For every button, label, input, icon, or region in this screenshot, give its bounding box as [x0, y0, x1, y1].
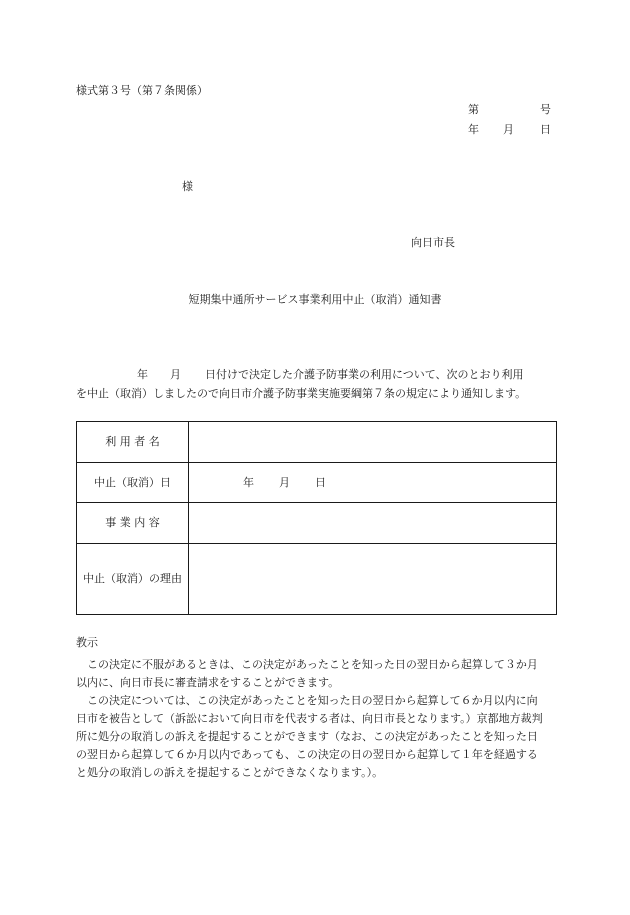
body-paragraph [76, 365, 556, 403]
body-line-1-text: 日付けで決定した介護予防事業の利用について、次のとおり利用 [205, 368, 524, 381]
body-line-2: を中止（取消）しましたので向日市介護予防事業実施要綱第７条の規定により通知します。 [76, 387, 527, 400]
notes-line: 所に処分の取消しの訴えを提起することができます（なお、この決定があったことを知った日 [76, 730, 538, 743]
issue-date-month: 月 [503, 123, 514, 136]
form-number: 様式第３号（第７条関係） [76, 84, 208, 97]
addressee-suffix: 様 [182, 180, 193, 193]
notes-line: この決定に不服があるときは、この決定があったことを知った日の翌日から起算して３か月 [76, 658, 538, 671]
issue-date-year: 年 [468, 123, 479, 136]
cancel-date-day: 日 [315, 475, 326, 489]
cancel-date-label: 中止（取消）日 [77, 463, 189, 503]
body-line-1 [76, 365, 556, 384]
table-row-reason [77, 544, 557, 615]
issue-number-prefix: 第 [468, 103, 479, 116]
service-label: 事 業 内 容 [77, 503, 189, 544]
table-row-user [77, 422, 557, 463]
body-year: 年 [137, 368, 148, 381]
table-row-date [77, 463, 557, 503]
notes-line: の翌日から起算して６か月以内であっても、この決定の日の翌日から起算して１年を経過する [76, 748, 538, 761]
cancel-date-value [189, 463, 557, 503]
service-value [189, 503, 557, 544]
reason-value [189, 544, 557, 615]
user-name-value [189, 422, 557, 463]
document-title: 短期集中通所サービス事業利用中止（取消）通知書 [188, 293, 442, 306]
notes-line: この決定については、この決定があったことを知った日の翌日から起算して６か月以内に向 [76, 694, 538, 707]
issue-date-day: 日 [540, 123, 551, 136]
body-month: 月 [170, 368, 181, 381]
sender-name: 向日市長 [411, 236, 455, 249]
notes-line: 以内に、向日市長に審査請求をすることができます。 [76, 676, 340, 689]
user-name-label: 利 用 者 名 [77, 422, 189, 463]
notes-heading: 教示 [76, 636, 98, 649]
issue-number-suffix: 号 [540, 103, 551, 116]
cancel-date-year: 年 [243, 475, 254, 489]
notes-line: 日市を被告として（訴訟において向日市を代表する者は、向日市長となります。）京都地方裁判 [76, 712, 543, 725]
reason-label: 中止（取消）の理由 [77, 544, 189, 615]
notification-table [76, 421, 557, 615]
notes-line: と処分の取消しの訴えを提起することができなくなります。）。 [76, 766, 384, 779]
cancel-date-month: 月 [279, 475, 290, 489]
notes-body [76, 656, 556, 782]
table-row-service [77, 503, 557, 544]
